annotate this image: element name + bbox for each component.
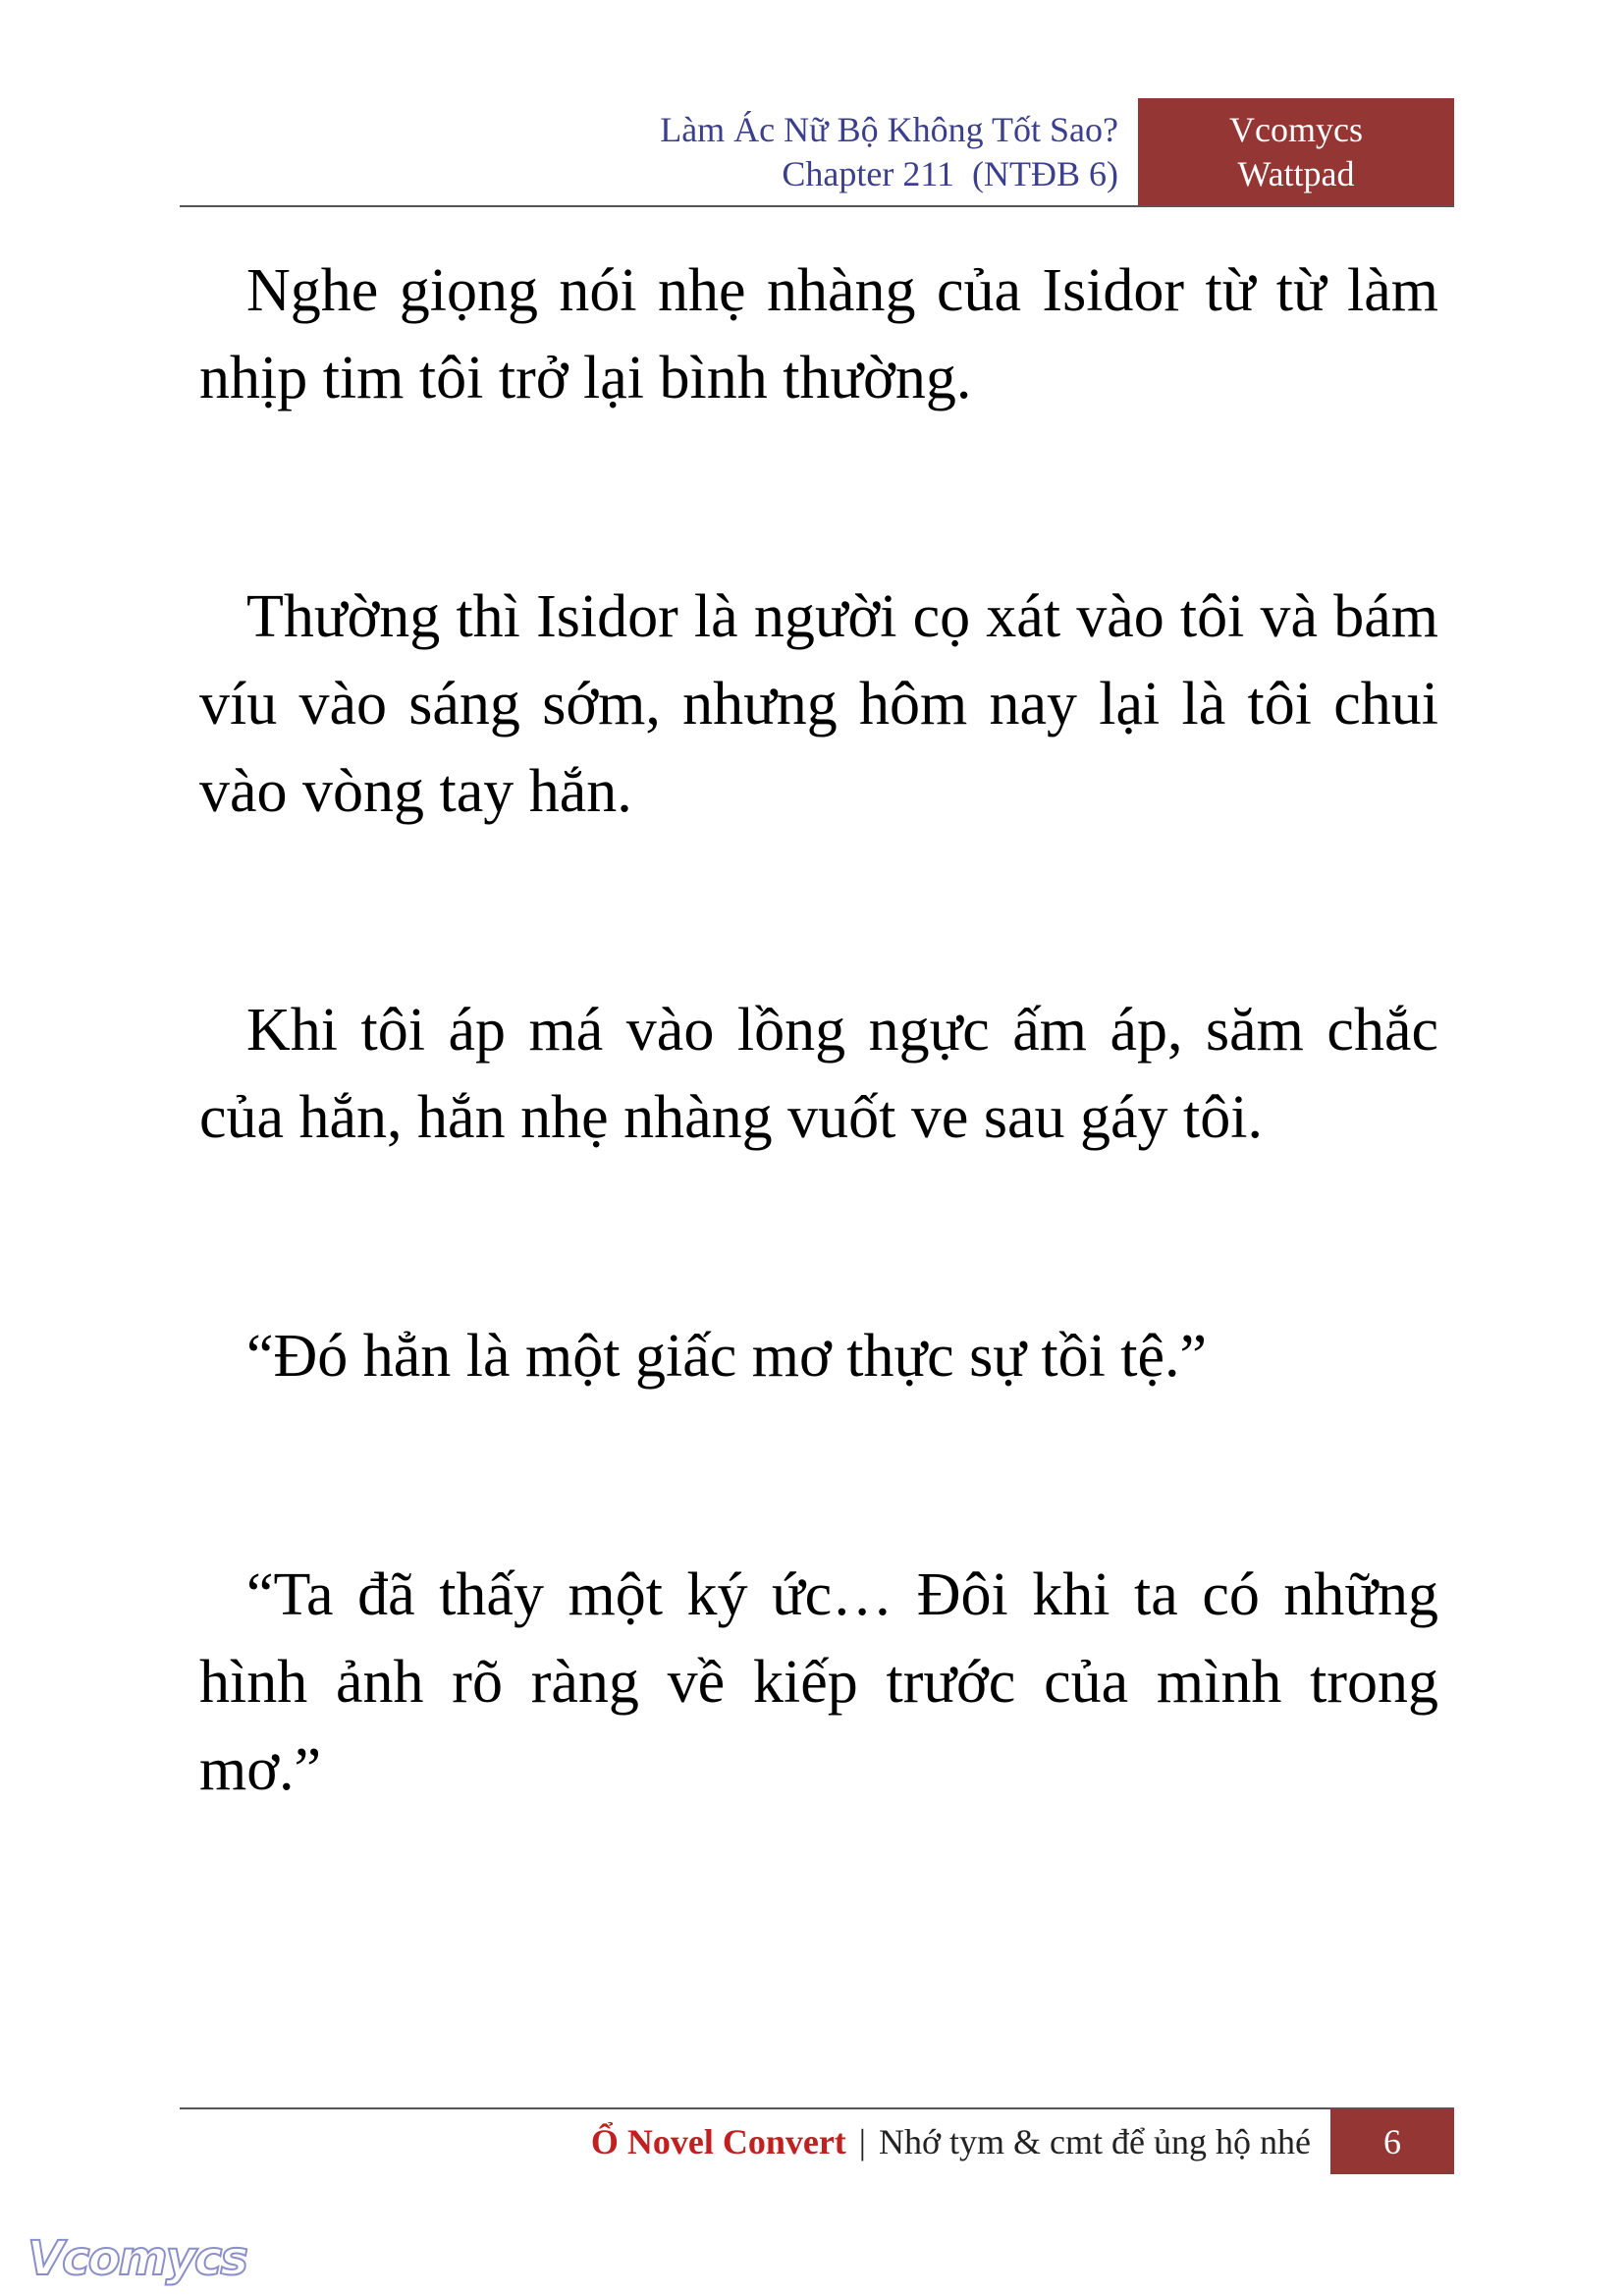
paragraph: Khi tôi áp má vào lồng ngực ấm áp, săm chắc của hắn, hắn nhẹ nhàng vuốt ve sau gáy tôi. (199, 997, 1438, 1151)
chapter-body (199, 247, 1438, 1965)
footer-note: Nhớ tym & cmt để ủng hộ nhé (879, 2122, 1311, 2161)
header-source-site: Vcomycs (1229, 110, 1363, 149)
paragraph: Thường thì Isidor là người cọ xát vào tôi và bám víu vào sáng sớm, nhưng hôm nay lại là tôi chui vào vòng tay hắn. (199, 583, 1438, 825)
header-source-platform: Wattpad (1237, 154, 1355, 193)
svg-text:Vcomycs: Vcomycs (27, 2231, 246, 2286)
footer-credit (180, 2109, 1326, 2174)
paragraph: Nghe giọng nói nhẹ nhàng của Isidor từ từ làm nhịp tim tôi trở lại bình thường. (199, 257, 1438, 411)
page-footer (180, 2107, 1454, 2176)
page-number: 6 (1330, 2109, 1454, 2174)
header-chapter: Chapter 211 (NTĐB 6) (782, 154, 1118, 193)
watermark-logo-icon (24, 2229, 259, 2288)
header-source-box (1138, 98, 1454, 205)
header-title-block (180, 98, 1134, 205)
vcomycs-watermark-logo (24, 2229, 259, 2288)
paragraph: “Đó hẳn là một giấc mơ thực sự tồi tệ.” (246, 1323, 1208, 1390)
header-book-title: Làm Ác Nữ Bộ Không Tốt Sao? (660, 110, 1118, 149)
footer-brand: Ổ Novel Convert (590, 2122, 846, 2161)
footer-separator: | (858, 2122, 867, 2161)
page-header (180, 98, 1454, 207)
paragraph: “Ta đã thấy một ký ức… Đôi khi ta có những hình ảnh rõ ràng về kiếp trước của mình trong mơ.” (199, 1561, 1438, 1803)
